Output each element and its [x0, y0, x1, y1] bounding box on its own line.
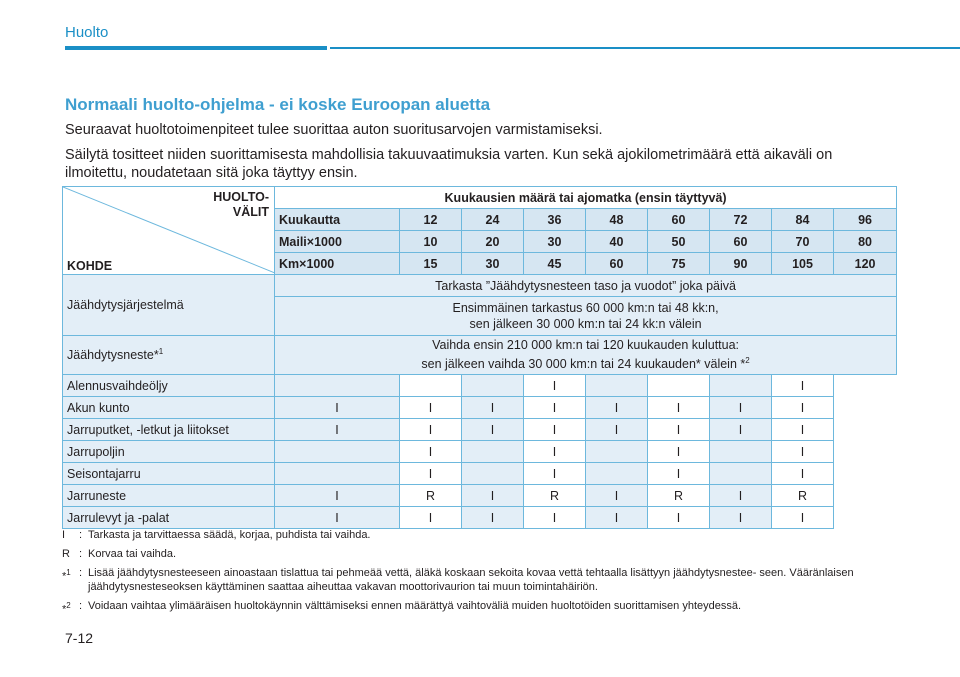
table-row: Seisontajarru I I I I: [63, 463, 897, 485]
footnotes: [62, 528, 902, 622]
table-row-months: Kuukautta 12 24 36 48 60 72 84 96: [63, 209, 897, 231]
page-number: 7-12: [65, 630, 94, 646]
maintenance-schedule-table: [62, 186, 897, 529]
intro-paragraph-1: Seuraavat huoltotoimenpiteet tulee suorittaa auton suoritusarvojen varmistamiseksi.: [65, 122, 603, 138]
coolant-note: Vaihda ensin 210 000 km:n tai 120 kuukauden kuluttua: sen jälkeen vaihda 30 000 km:n tai 24 kuukauden* välein *$^2$: [275, 336, 897, 375]
table-row-miles: Maili×1000 10 20 30 40 50 60 70 80: [63, 231, 897, 253]
table-row: Jarrupoljin I I I I: [63, 441, 897, 463]
corner-header-intervals: HUOLTO- VÄLIT: [213, 190, 269, 219]
header-rule-thin: [330, 47, 960, 49]
page-title: Normaali huolto-ohjelma - ei koske Euroopan aluetta: [65, 95, 491, 114]
table-corner-cell: [63, 187, 275, 275]
section-label: Huolto: [65, 24, 109, 41]
coolant-system-note-daily: Tarkasta ”Jäähdytysnesteen taso ja vuodot” joka päivä: [275, 275, 897, 297]
table-row: Jarruneste I R I R I R I R: [63, 485, 897, 507]
table-row-coolant-system: [63, 275, 897, 297]
coolant-system-note-interval: Ensimmäinen tarkastus 60 000 km:n tai 48 kk:n, sen jälkeen 30 000 km:n tai 24 kk:n välein: [275, 297, 897, 336]
footnote-replace: R : Korvaa tai vaihda.: [62, 548, 177, 560]
table-row: Jarrulevyt ja -palat I I I I I I I I: [63, 507, 897, 529]
footnote-2: *$^2$ : Voidaan vaihtaa ylimääräisen huoltokäynnin välttämiseksi ennen määrättyä vaihtoväliä muiden huoltotöiden suorittamisen yhteydessä.: [62, 600, 742, 616]
table-row-km: Km×1000 15 30 45 60 75 90 105 120: [63, 253, 897, 275]
intro-paragraph-2: Säilytä tositteet niiden suorittamisesta mahdollisia takuuvaatimuksia varten. Kun sekä ajokilometrimäärä että aikaväli on ilmoitettu, noudatetaan sitä joka täyttyy ensin.: [65, 147, 833, 181]
footnote-inspect: I : Tarkasta ja tarvittaessa säädä, korjaa, puhdista tai vaihda.: [62, 529, 371, 541]
header-rule-thick: [65, 46, 327, 50]
interval-span-header: Kuukausien määrä tai ajomatka (ensin täyttyvä): [275, 187, 897, 209]
table-row-coolant: [63, 336, 897, 375]
table-row: Akun kunto I I I I I I I I: [63, 397, 897, 419]
corner-header-item: KOHDE: [67, 259, 113, 273]
item-label-coolant-system: Jäähdytysjärjestelmä: [63, 275, 275, 336]
footnote-1: *$^1$ : Lisää jäähdytysnesteeseen ainoastaan tislattua tai pehmeää vettä, äläkä koskaan sekoita kovaa vettä tehtaalla lisättyyn jäähdytysnestee- seen. Vääränlaisen jäähdytysnesteseoksen käyttäminen saattaa aiheuttaa vakavan moottorivaurion tai muun toimintahäiriön.: [62, 567, 854, 593]
item-label-coolant: Jäähdytysneste*$^1$: [63, 336, 275, 375]
table-row: Alennusvaihdeöljy I I: [63, 375, 897, 397]
table-row: Jarruputket, -letkut ja liitokset I I I I I I I I: [63, 419, 897, 441]
